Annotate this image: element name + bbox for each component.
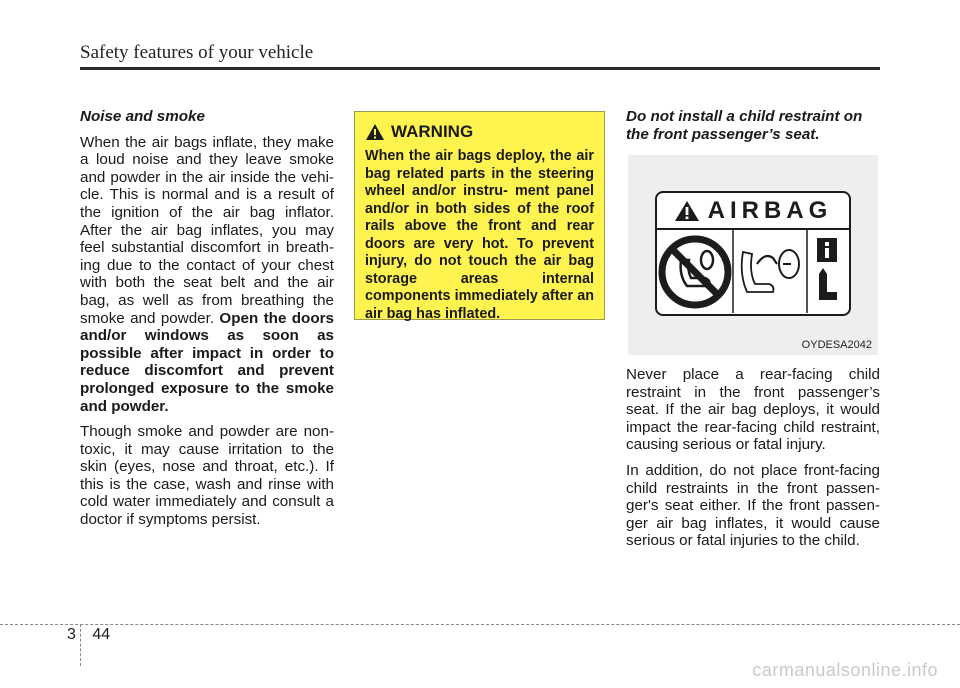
page-header-title: Safety features of your vehicle <box>80 42 314 63</box>
warning-box <box>354 111 605 320</box>
airbag-label-header <box>657 193 849 230</box>
rear-facing-paragraph: Never place a rear-facing child restraint in the front passenger’s seat. If the air bag deploys, it would impact the rear-facing child restraint, causing serious or fatal injury. <box>626 366 880 454</box>
right-column <box>626 108 880 151</box>
noise-smoke-paragraph <box>80 134 334 416</box>
footer-divider <box>0 624 960 625</box>
left-column <box>80 108 334 537</box>
front-facing-paragraph: In addition, do not place front-facing child restraints in the front passen- ger's seat either. If the front passen- ger air bag inflates, it would cause serious or fatal injuries to the child. <box>626 461 880 550</box>
chapter-number: 3 <box>67 626 76 643</box>
watermark: carmanualsonline.info <box>752 660 938 680</box>
warning-triangle-icon <box>674 200 700 222</box>
child-restraint-text <box>626 366 880 558</box>
airbag-label-figure <box>628 155 878 355</box>
smoke-powder-paragraph: Though smoke and powder are non- toxic, it may cause irritation to the skin (eyes, nose and throat, etc.). If this is the case, wash and rinse with cold water immediately and consult a doctor if symptoms persist. <box>80 423 334 529</box>
warning-header <box>365 122 594 142</box>
child-restraint-heading: Do not install a child restraint on the front passenger’s seat. <box>626 108 863 143</box>
page-number-value: 44 <box>92 626 111 643</box>
figure-code: OYDESA2042 <box>801 339 872 351</box>
manual-info-icon <box>817 238 837 300</box>
header-rule <box>80 67 880 70</box>
warning-body: When the air bags deploy, the air bag related parts in the steering wheel and/or instru- ment panel and/or in both sides of the roof rails above the front and rear doors are very hot. To prevent injury, do not touch the air bag storage areas internal components immediately after an air bag has inflated. <box>365 148 594 322</box>
noise-smoke-text: When the air bags inflate, they make a loud noise and they leave smoke and powder in the air inside the vehi- cle. This is normal and is a result of the ignition of the air bag inflator. After the air bag inflates, you may feel substantial discomfort in breath- ing due to the contact of your chest with both the seat belt and the air bag, as well as from breathing the smoke and powder. <box>80 133 334 327</box>
noise-smoke-heading: Noise and smoke <box>80 108 205 125</box>
no-child-seat-icon <box>662 239 728 305</box>
warning-title: WARNING <box>391 122 474 141</box>
warning-triangle-icon <box>365 123 385 141</box>
airbag-warning-label <box>655 191 851 316</box>
airbag-pictograms <box>657 230 848 313</box>
airbag-label-text: AIRBAG <box>707 196 833 224</box>
airbag-deploy-icon <box>742 250 799 292</box>
noise-smoke-instruction: Open the doors and/or windows as soon as possible after impact in order to reduce discomfort and prevent prolonged exposure to the smoke and powder. <box>80 309 334 415</box>
page-number <box>67 626 110 644</box>
